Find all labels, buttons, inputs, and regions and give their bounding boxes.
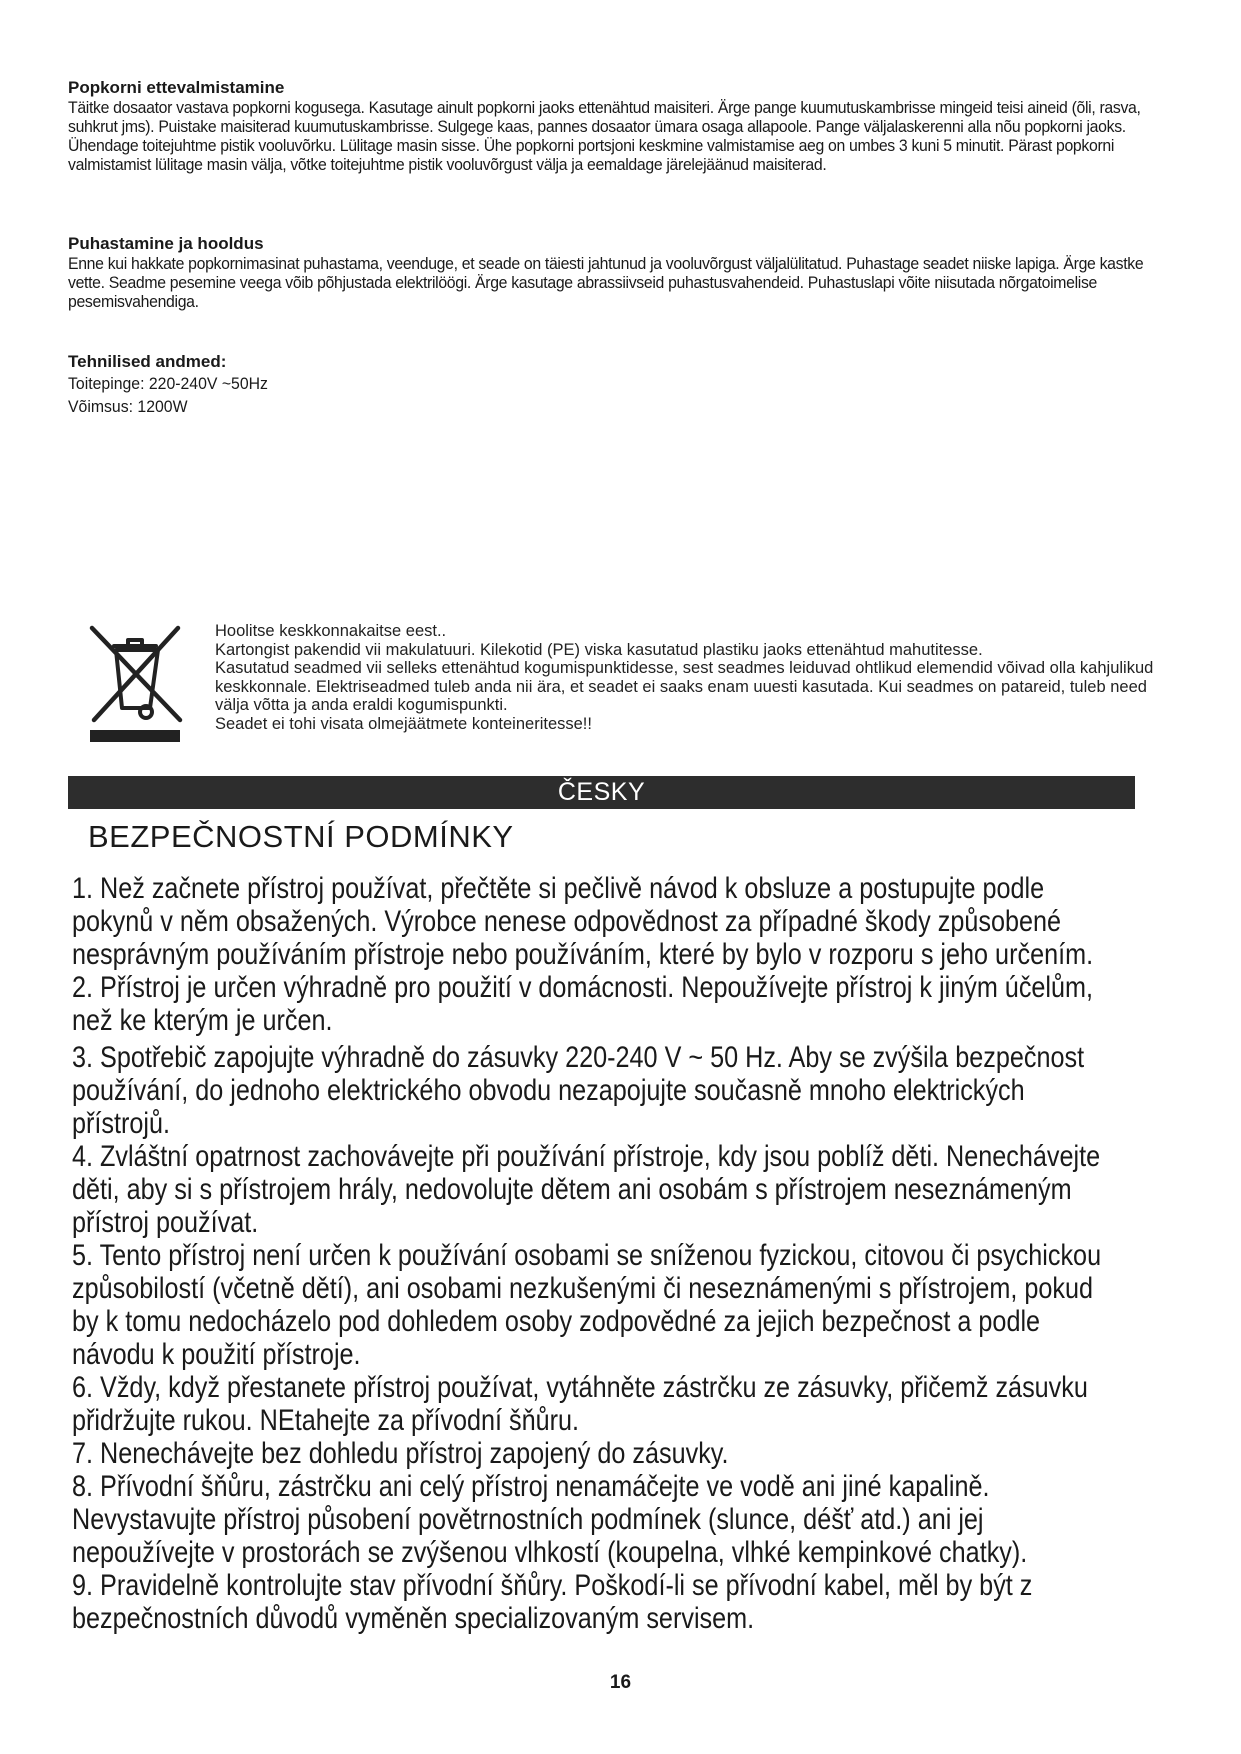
- safety-rule: 4. Zvláštní opatrnost zachovávejte při používání přístroje, kdy jsou poblíž děti. Nenechávejte děti, aby si s přístrojem hrály, nedovolujte dětem ani osobám s přístrojem neseznámeným přístroj používat.: [72, 1140, 1101, 1239]
- environment-line: Hoolitse keskkonnakaitse eest..: [215, 622, 447, 640]
- safety-rules-list: [72, 872, 1105, 1635]
- safety-rule: 1. Než začnete přístroj používat, přečtěte si pečlivě návod k obsluze a postupujte podle pokynů v něm obsažených. Výrobce nenese odpovědnost za případné škody způsobené nesprávným používáním přístroje nebo používáním, které by bylo v rozporu s jeho určením.: [72, 872, 1094, 971]
- cleaning-title: Puhastamine ja hooldus: [68, 234, 264, 253]
- cleaning-section: [68, 234, 1168, 311]
- voltage-spec: Toitepinge: 220-240V ~50Hz: [68, 374, 268, 393]
- power-spec: Võimsus: 1200W: [68, 397, 188, 416]
- safety-rule: 6. Vždy, když přestanete přístroj používat, vytáhněte zástrčku ze zásuvky, přičemž zásuvku přidržujte rukou. NEtahejte za přívodní šňůru.: [72, 1371, 1088, 1437]
- environment-line: Kasutatud seadmed vii selleks ettenähtud kogumispunktidesse, sest seadmes leiduvad ohtlikud elemendid võivad olla kahjulikud keskkonnale. Elektriseadmed tuleb anda nii ära, et seadet ei saaks enam uuesti kasutada. Kui seadmes on patareid, tuleb need välja võtta ja anda eraldi kogumispunkti.: [215, 659, 1154, 714]
- cleaning-text: Enne kui hakkate popkornimasinat puhastama, veenduge, et seade on täiesti jahtunud ja vooluvõrgust väljalülitatud. Puhastage seadet niiske lapiga. Ärge kastke vette. Seadme pesemine veega võib põhjustada elektrilöögi. Ärge kasutage abrassiivseid puhastusvahendeid. Puhastuslapi võite niisutada nõrgatoimelise pesemisvahendiga.: [68, 254, 1144, 311]
- safety-rule: 9. Pravidelně kontrolujte stav přívodní šňůry. Poškodí-li se přívodní kabel, měl by být z bezpečnostních důvodů vyměněn specializovaným servisem.: [72, 1569, 1033, 1635]
- safety-heading: BEZPEČNOSTNÍ PODMÍNKY: [88, 819, 514, 854]
- technical-data-title: Tehnilised andmed:: [68, 352, 227, 371]
- language-banner: ČESKY: [68, 776, 1135, 809]
- safety-rule: 2. Přístroj je určen výhradně pro použití v domácnosti. Nepoužívejte přístroj k jiným účelům, než ke kterým je určen.: [72, 971, 1094, 1037]
- popcorn-preparation-text: Täitke dosaator vastava popkorni kogusega. Kasutage ainult popkorni jaoks ettenähtud maisiteri. Ärge pange kuumutuskambrisse mingeid teisi aineid (õli, rasva, suhkrut jms). Puistake maisiterad kuumutuskambrisse. Sulgege kaas, pannes dosaator ümara osaga allapoole. Pange väljalaskerenni alla nõu popkorni jaoks. Ühendage toitejuhtme pistik vooluvõrku. Lülitage masin sisse. Ühe popkorni portsjoni keskmine valmistamise aeg on umbes 3 kuni 5 minutit. Pärast popkorni valmistamist lülitage masin välja, võtke toitejuhtme pistik vooluvõrgust välja ja eemaldage järelejäänud maisiterad.: [68, 98, 1141, 174]
- safety-rule: 7. Nenechávejte bez dohledu přístroj zapojený do zásuvky.: [72, 1437, 729, 1470]
- technical-data-section: [68, 352, 1168, 418]
- environment-line: Kartongist pakendid vii makulatuuri. Kilekotid (PE) viska kasutatud plastiku jaoks ettenähtud mahutitesse.: [215, 640, 983, 659]
- page-number: 16: [609, 1672, 632, 1693]
- safety-rule: 8. Přívodní šňůru, zástrčku ani celý přístroj nenamáčejte ve vodě ani jiné kapalině. Nevystavujte přístroj působení povětrnostních podmínek (slunce, déšť atd.) ani jej nepoužívejte v prostorách se zvýšenou vlhkostí (koupelna, vlhké kempinkové chatky).: [72, 1470, 1028, 1569]
- popcorn-preparation-title: Popkorni ettevalmistamine: [68, 78, 285, 97]
- environment-line: Seadet ei tohi visata olmejäätmete konteineritesse!!: [215, 714, 592, 733]
- environment-notice: [215, 622, 1155, 733]
- crossed-out-wheelie-bin-icon: [88, 620, 184, 744]
- safety-rule: 3. Spotřebič zapojujte výhradně do zásuvky 220-240 V ~ 50 Hz. Aby se zvýšila bezpečnost používání, do jednoho elektrického obvodu nezapojujte současně mnoho elektrických přístrojů.: [72, 1041, 1085, 1140]
- safety-rule: 5. Tento přístroj není určen k používání osobami se sníženou fyzickou, citovou či psychickou způsobilostí (včetně dětí), ani osobami nezkušenými či neseznámenými s přístrojem, pokud by k tomu nedocházelo pod dohledem osoby zodpovědné za jejich bezpečnost a podle návodu k použití přístroje.: [72, 1239, 1102, 1371]
- popcorn-preparation-section: [68, 78, 1168, 174]
